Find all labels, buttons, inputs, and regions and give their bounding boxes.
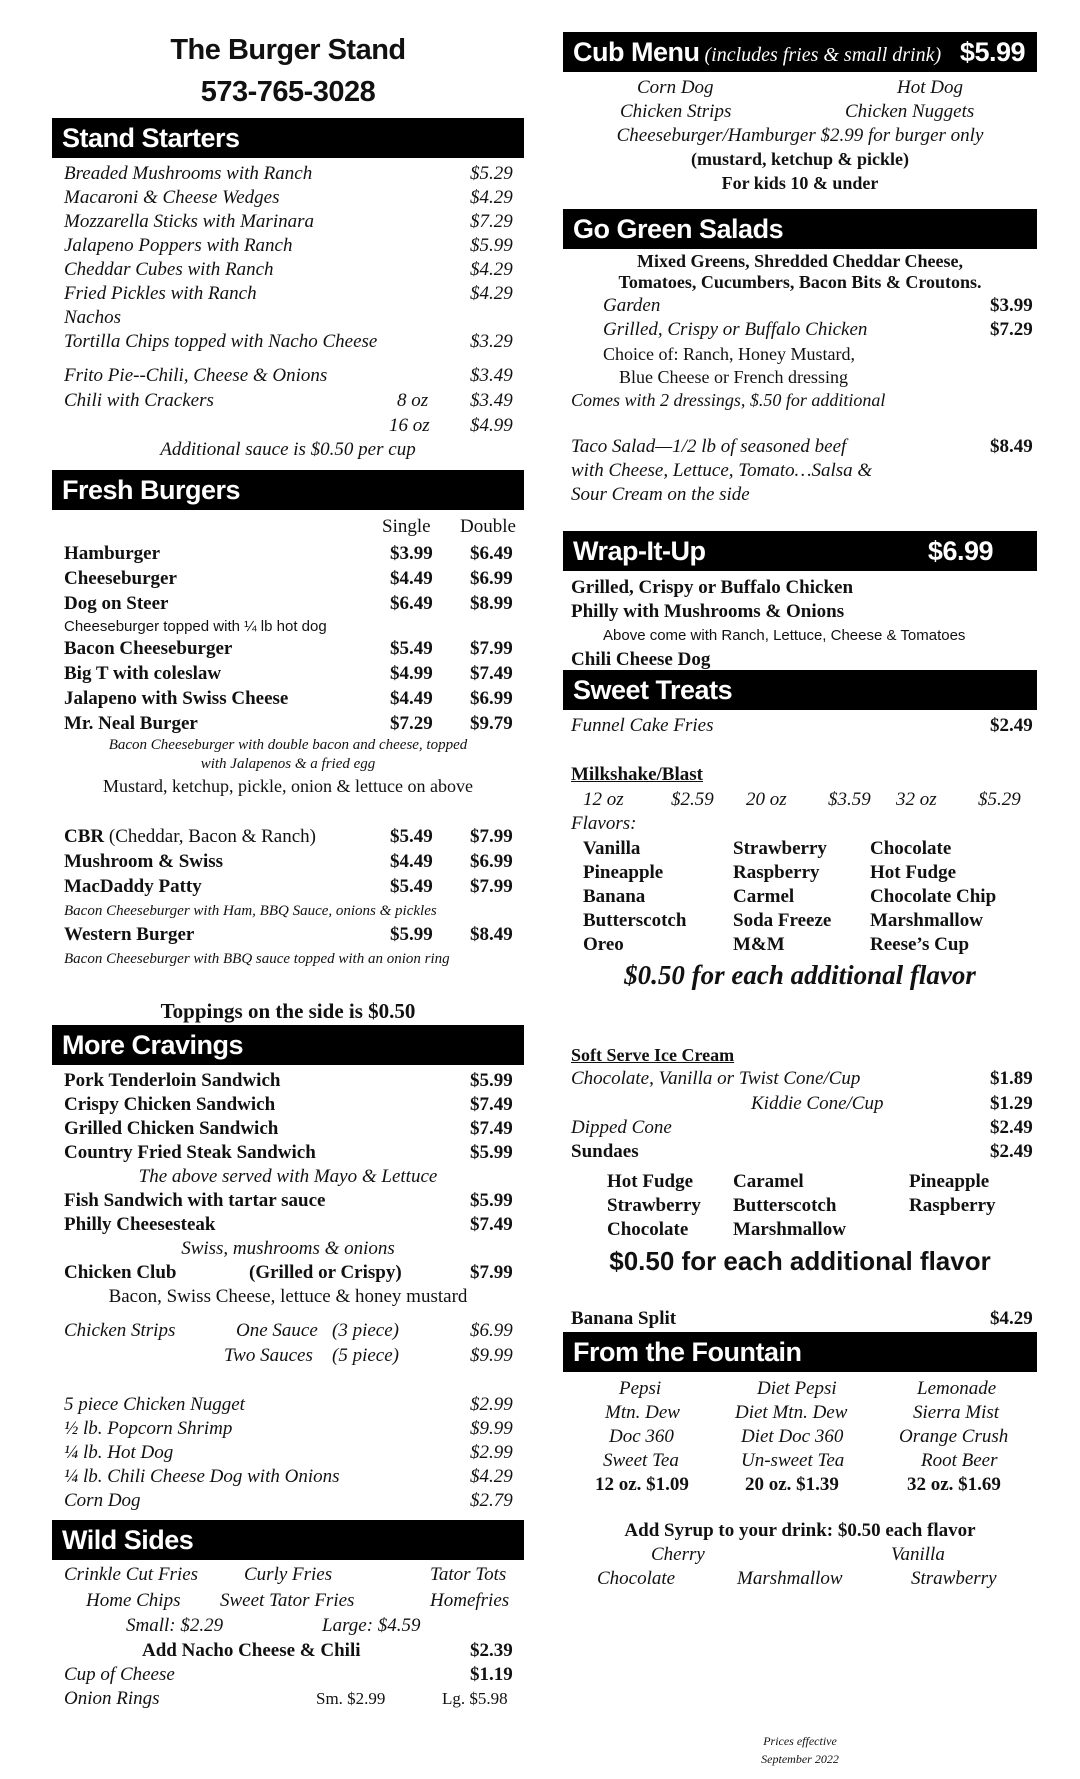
mayo-note: The above served with Mayo & Lettuce [138, 1166, 438, 1187]
sundae-topping: Raspberry [909, 1195, 996, 1216]
shake-price: $3.59 [828, 789, 871, 810]
item-price: $2.49 [990, 1117, 1033, 1138]
sundae-topping: Caramel [733, 1171, 804, 1192]
item-name: Philly Cheesesteak [64, 1214, 216, 1235]
menu-item [64, 851, 513, 873]
menu-item [64, 1142, 513, 1164]
item-name: Big T with coleslaw [64, 663, 222, 684]
drink: Sierra Mist [913, 1402, 1000, 1423]
shake-size: 32 oz [896, 789, 937, 810]
flavor: Chocolate Chip [870, 886, 997, 907]
menu-item [64, 1394, 513, 1416]
cub-kids-note: For kids 10 & under [721, 173, 879, 193]
item-name: Garden [603, 295, 661, 316]
menu-item [64, 1214, 513, 1236]
item-name: Mr. Neal Burger [64, 713, 198, 734]
taco-salad [571, 436, 1033, 458]
item-name: Grilled, Crispy or Buffalo Chicken [603, 319, 868, 340]
dressing-line: Choice of: Ranch, Honey Mustard, [603, 344, 855, 364]
double-price: $6.99 [470, 851, 513, 872]
wrap-item: Philly with Mushrooms & Onions [571, 601, 845, 622]
drink-size-price: 32 oz. $1.69 [907, 1474, 1001, 1495]
flavor: Soda Freeze [733, 910, 832, 931]
menu-item [64, 1490, 513, 1512]
item-price: $2.99 [470, 1442, 513, 1463]
item-name: Taco Salad—1/2 lb of seasoned beef [571, 436, 847, 457]
single-price: $7.29 [390, 713, 433, 734]
item-name: Add Nacho Cheese & Chili [142, 1640, 361, 1661]
flavor: Strawberry [733, 838, 827, 859]
item-size: (5 piece) [332, 1345, 399, 1366]
item-price: $2.39 [470, 1640, 513, 1661]
drink: Pepsi [619, 1378, 662, 1399]
item-name: Chocolate, Vanilla or Twist Cone/Cup [571, 1068, 861, 1089]
syrup-flavor: Vanilla [891, 1544, 945, 1565]
menu-item [64, 1466, 513, 1488]
salad-description: Tomatoes, Cucumbers, Bacon Bits & Croutons. [618, 272, 982, 292]
item-name: Fried Pickles with Ranch [64, 283, 257, 304]
philly-note: Swiss, mushrooms & onions [181, 1238, 395, 1259]
side-name: Sweet Tator Fries [220, 1590, 355, 1611]
item-price: $7.49 [470, 1094, 513, 1115]
item-name: Hamburger [64, 543, 161, 564]
additional-flavor-note: $0.50 for each additional flavor [609, 1246, 991, 1276]
western-burger-note: Bacon Cheeseburger with BBQ sauce topped with an onion ring [64, 951, 450, 967]
double-column-label: Double [460, 516, 516, 537]
sundae-topping: Butterscotch [733, 1195, 837, 1216]
item-name: ¼ lb. Chili Cheese Dog with Onions [64, 1466, 340, 1487]
shake-size: 12 oz [583, 789, 624, 810]
menu-item [64, 1262, 513, 1284]
drink: Un-sweet Tea [741, 1450, 845, 1471]
item-size: 8 oz [397, 390, 429, 411]
restaurant-name: The Burger Stand [170, 34, 406, 66]
item-price: $4.29 [470, 187, 513, 208]
double-price: $8.99 [470, 593, 513, 614]
item-name: ½ lb. Popcorn Shrimp [64, 1418, 233, 1439]
item-name: Banana Split [571, 1308, 677, 1329]
menu-item [64, 688, 513, 710]
cub-condiments: (mustard, ketchup & pickle) [690, 149, 909, 169]
menu-item [571, 1141, 1033, 1163]
more-cravings-header: More Cravings [52, 1025, 524, 1065]
menu-item [571, 1068, 1033, 1090]
drink: Mtn. Dew [605, 1402, 680, 1423]
menu-item [64, 211, 513, 233]
item-name: MacDaddy Patty [64, 876, 202, 897]
double-price: $9.79 [470, 713, 513, 734]
double-price: $6.49 [470, 543, 513, 564]
flavor: Reese’s Cup [870, 934, 970, 955]
item-name: Western Burger [64, 924, 195, 945]
item-name: Chicken Club [64, 1262, 177, 1283]
macdaddy-note: Bacon Cheeseburger with Ham, BBQ Sauce, onions & pickles [64, 903, 437, 919]
item-name: Cup of Cheese [64, 1664, 175, 1685]
syrup-flavor: Marshmallow [737, 1568, 843, 1589]
single-price: $3.99 [390, 543, 433, 564]
item-name: Jalapeno Poppers with Ranch [64, 235, 293, 256]
syrup-flavor: Cherry [651, 1544, 705, 1565]
item-size: 16 oz [389, 415, 430, 436]
item-price: $5.99 [470, 235, 513, 256]
item-price: $4.29 [470, 1466, 513, 1487]
single-price: $5.49 [390, 876, 433, 897]
phone-number: 573-765-3028 [200, 76, 376, 108]
wrap-header [563, 531, 1037, 571]
menu-item [571, 1308, 1033, 1330]
item-price: $7.49 [470, 1118, 513, 1139]
drink-size-price: 12 oz. $1.09 [595, 1474, 689, 1495]
menu-item [64, 876, 513, 898]
fresh-burgers-header: Fresh Burgers [52, 470, 524, 510]
item-name: Jalapeno with Swiss Cheese [64, 688, 289, 709]
flavors-label: Flavors: [571, 813, 637, 834]
item-price: $7.49 [470, 1214, 513, 1235]
shake-price: $2.59 [671, 789, 714, 810]
item-price: $4.29 [470, 283, 513, 304]
item-name: ¼ lb. Hot Dog [64, 1442, 174, 1463]
item-name: Macaroni & Cheese Wedges [64, 187, 280, 208]
flavor: Chocolate [870, 838, 952, 859]
cub-burger-line: Cheeseburger/Hamburger $2.99 for burger only [616, 125, 984, 146]
nachos-label: Nachos [64, 307, 121, 328]
double-price: $7.99 [470, 638, 513, 659]
item-name: Kiddie Cone/Cup [751, 1093, 884, 1114]
item-price: $9.99 [470, 1418, 513, 1439]
taco-description: with Cheese, Lettuce, Tomato…Salsa & [571, 460, 873, 481]
menu-item [571, 1117, 1033, 1139]
item-name: Frito Pie--Chili, Cheese & Onions [64, 365, 328, 386]
item-price: $3.29 [470, 331, 513, 352]
shake-size: 20 oz [746, 789, 787, 810]
item-name: CBR [64, 826, 105, 847]
menu-item [64, 638, 513, 660]
burger-toppings-note: Mustard, ketchup, pickle, onion & lettuce on above [103, 776, 473, 796]
item-name: Breaded Mushrooms with Ranch [64, 163, 313, 184]
drink: Diet Pepsi [757, 1378, 837, 1399]
item-price: $3.99 [990, 295, 1033, 316]
flavor: Hot Fudge [870, 862, 957, 883]
menu-item [64, 187, 513, 209]
flavor: Raspberry [733, 862, 820, 883]
dog-on-steer-note: Cheeseburger topped with ¼ lb hot dog [64, 618, 327, 635]
item-price: $6.99 [470, 1320, 513, 1341]
fries-row [64, 1564, 507, 1586]
wild-sides-header: Wild Sides [52, 1520, 524, 1560]
cub-item: Chicken Nuggets [845, 101, 975, 122]
item-price: $3.49 [470, 365, 513, 386]
stand-starters-header: Stand Starters [52, 118, 524, 158]
single-price: $5.49 [390, 638, 433, 659]
drink-size-price: 20 oz. $1.39 [745, 1474, 839, 1495]
side-name: Crinkle Cut Fries [64, 1564, 199, 1585]
single-price: $6.49 [390, 593, 433, 614]
menu-item [64, 924, 513, 946]
neal-burger-note: Bacon Cheeseburger with double bacon and cheese, topped [108, 737, 468, 753]
menu-item [64, 1442, 513, 1464]
shake-price: $5.29 [978, 789, 1021, 810]
item-option: One Sauce [236, 1320, 318, 1341]
item-name: 5 piece Chicken Nugget [64, 1394, 245, 1415]
double-price: $6.99 [470, 568, 513, 589]
drink: Lemonade [917, 1378, 997, 1399]
prices-effective-note: Prices effective [763, 1734, 837, 1748]
menu-item [64, 365, 513, 387]
menu-item [64, 826, 513, 848]
item-price: $5.29 [470, 163, 513, 184]
item-price: $2.49 [990, 715, 1033, 736]
menu-item [64, 1418, 513, 1440]
item-price: $8.49 [990, 436, 1033, 457]
item-price: $5.99 [470, 1190, 513, 1211]
item-price: $4.99 [470, 415, 513, 436]
item-name: Cheddar Cubes with Ranch [64, 259, 274, 280]
single-price: $4.49 [390, 688, 433, 709]
item-price: $2.99 [470, 1394, 513, 1415]
item-name: Fish Sandwich with tartar sauce [64, 1190, 326, 1211]
item-price: $5.99 [470, 1070, 513, 1091]
taco-description: Sour Cream on the side [571, 484, 750, 505]
item-name: Chicken Strips [64, 1320, 176, 1341]
double-price: $7.49 [470, 663, 513, 684]
item-price: $4.29 [990, 1308, 1033, 1329]
cub-menu-subtitle: (includes fries & small drink) [699, 44, 942, 66]
fountain-header: From the Fountain [563, 1332, 1037, 1372]
club-note: Bacon, Swiss Cheese, lettuce & honey mustard [108, 1286, 468, 1307]
item-description: (Cheddar, Bacon & Ranch) [104, 826, 316, 847]
salads-header: Go Green Salads [563, 209, 1037, 249]
side-name: Tator Tots [430, 1564, 507, 1585]
cub-menu-price: $5.99 [959, 37, 1025, 67]
drink: Doc 360 [609, 1426, 674, 1447]
double-price: $7.99 [470, 826, 513, 847]
menu-item [64, 163, 513, 185]
sundae-topping: Hot Fudge [607, 1171, 694, 1192]
item-price: $7.29 [990, 319, 1033, 340]
sundae-topping: Strawberry [607, 1195, 701, 1216]
menu-item [64, 713, 513, 735]
item-price: $9.99 [470, 1345, 513, 1366]
sauce-note: Additional sauce is $0.50 per cup [160, 439, 416, 460]
toppings-note: Toppings on the side is $0.50 [160, 999, 416, 1023]
item-price: $1.19 [470, 1664, 513, 1685]
single-price: $4.49 [390, 568, 433, 589]
milkshake-title: Milkshake/Blast [571, 764, 703, 785]
flavor: Butterscotch [583, 910, 687, 931]
item-price: $7.29 [470, 211, 513, 232]
cub-item: Hot Dog [897, 77, 963, 98]
cub-menu-title: Cub Menu [573, 37, 700, 67]
sundae-topping: Pineapple [909, 1171, 990, 1192]
flavor: Carmel [733, 886, 795, 907]
menu-item [64, 1190, 513, 1212]
item-price: $3.49 [470, 390, 513, 411]
small-price: Small: $2.29 [126, 1615, 224, 1636]
flavor: Oreo [583, 934, 624, 955]
item-name: Grilled Chicken Sandwich [64, 1118, 279, 1139]
item-name: Sundaes [571, 1141, 639, 1162]
menu-item [571, 715, 1033, 737]
item-name: Corn Dog [64, 1490, 141, 1511]
item-name: Onion Rings [64, 1688, 160, 1709]
cub-item: Chicken Strips [620, 101, 732, 122]
side-name: Curly Fries [244, 1564, 333, 1585]
item-price: $1.29 [990, 1093, 1033, 1114]
cub-item: Corn Dog [637, 77, 714, 98]
menu-item [64, 1688, 508, 1710]
wrap-item: Grilled, Crispy or Buffalo Chicken [571, 577, 854, 598]
item-name: Pork Tenderloin Sandwich [64, 1070, 281, 1091]
item-name: Crispy Chicken Sandwich [64, 1094, 276, 1115]
additional-flavor-note: $0.50 for each additional flavor [624, 960, 976, 990]
flavor: M&M [733, 934, 785, 955]
wrap-item: Chili Cheese Dog [571, 649, 711, 670]
menu-item [64, 331, 513, 353]
double-price: $7.99 [470, 876, 513, 897]
item-option: Two Sauces [224, 1345, 313, 1366]
side-name: Homefries [430, 1590, 510, 1611]
drink: Root Beer [921, 1450, 998, 1471]
item-name: Funnel Cake Fries [571, 715, 714, 736]
menu-item [64, 568, 513, 590]
drink: Diet Doc 360 [741, 1426, 844, 1447]
menu-item [64, 543, 513, 565]
small-price: Sm. $2.99 [316, 1689, 386, 1708]
item-name: Bacon Cheeseburger [64, 638, 233, 659]
cub-menu-header [563, 32, 1037, 72]
soft-serve-title: Soft Serve Ice Cream [571, 1045, 735, 1065]
flavor: Pineapple [583, 862, 664, 883]
single-price: $5.49 [390, 826, 433, 847]
flavor: Banana [583, 886, 646, 907]
item-price: $7.99 [470, 1262, 513, 1283]
sundae-topping: Marshmallow [733, 1219, 846, 1240]
item-price: $1.89 [990, 1068, 1033, 1089]
item-name: Dipped Cone [571, 1117, 672, 1138]
sweet-treats-header: Sweet Treats [563, 670, 1037, 710]
neal-burger-note: with Jalapenos & a fried egg [200, 756, 376, 772]
item-size: (3 piece) [332, 1320, 399, 1341]
item-name: Country Fried Steak Sandwich [64, 1142, 316, 1163]
side-name: Home Chips [86, 1590, 181, 1611]
menu-item [64, 1664, 513, 1686]
flavor: Marshmallow [870, 910, 983, 931]
sundae-topping: Chocolate [607, 1219, 689, 1240]
dressing-line: Blue Cheese or French dressing [619, 367, 848, 387]
item-name: Mushroom & Swiss [64, 851, 224, 872]
single-column-label: Single [382, 516, 431, 537]
menu-item [64, 1320, 513, 1342]
menu-item [64, 390, 513, 412]
single-price: $4.49 [390, 851, 433, 872]
wrap-note: Above come with Ranch, Lettuce, Cheese & Tomatoes [603, 627, 966, 644]
menu-item [64, 1118, 513, 1140]
syrup-note: Add Syrup to your drink: $0.50 each flavor [624, 1520, 976, 1541]
drink: Orange Crush [899, 1426, 1009, 1447]
menu-item [64, 1094, 513, 1116]
double-price: $6.99 [470, 688, 513, 709]
dressing-note: Comes with 2 dressings, $.50 for additional [571, 390, 886, 410]
menu-item [64, 663, 513, 685]
item-name: Cheeseburger [64, 568, 177, 589]
prices-effective-date: September 2022 [761, 1752, 839, 1766]
item-price: $2.49 [990, 1141, 1033, 1162]
item-price: $2.79 [470, 1490, 513, 1511]
large-price: Lg. $5.98 [442, 1689, 508, 1708]
item-price: $4.29 [470, 259, 513, 280]
wrap-title: Wrap-It-Up [573, 536, 706, 566]
menu-item [64, 1070, 513, 1092]
wrap-price: $6.99 [927, 536, 993, 566]
menu-item [64, 259, 513, 281]
item-name: Chili with Crackers [64, 390, 214, 411]
salad-description: Mixed Greens, Shredded Cheddar Cheese, [636, 251, 963, 271]
syrup-flavor: Chocolate [597, 1568, 676, 1589]
syrup-flavor: Strawberry [911, 1568, 997, 1589]
item-option: (Grilled or Crispy) [249, 1262, 402, 1283]
single-price: $4.99 [390, 663, 433, 684]
item-name: Dog on Steer [64, 593, 169, 614]
drink: Sweet Tea [603, 1450, 679, 1471]
single-price: $5.99 [390, 924, 433, 945]
item-price: $5.99 [470, 1142, 513, 1163]
menu-item [64, 593, 513, 615]
menu-item [64, 235, 513, 257]
flavor: Vanilla [583, 838, 641, 859]
drink: Diet Mtn. Dew [735, 1402, 848, 1423]
large-price: Large: $4.59 [322, 1615, 421, 1636]
item-name: Mozzarella Sticks with Marinara [64, 211, 314, 232]
item-name: Tortilla Chips topped with Nacho Cheese [64, 331, 378, 352]
double-price: $8.49 [470, 924, 513, 945]
menu-item [64, 283, 513, 305]
